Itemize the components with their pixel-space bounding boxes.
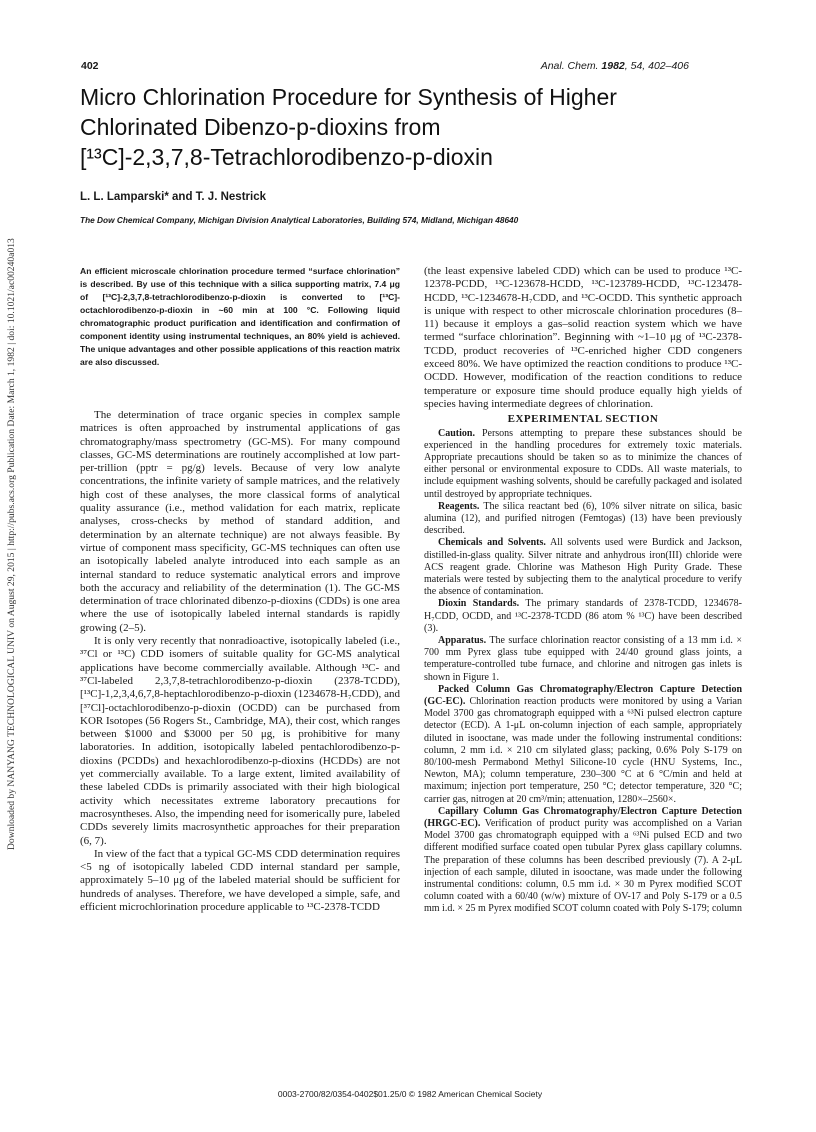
abstract: An efficient microscale chlorination procedure termed “surface chlorination” is described. By use of this technique with a silica supporting matrix, 7.4 μg of [¹³C]-2,3,7,8-tetrachlorodibenzo-p-dioxin is converted to [¹³C]-octachlorodibenzo-p-dioxin in ~60 min at 100 °C. Following liquid chromatographic product purification and identification and confirmation of component identity using instrumental techniques, an 80% yield is achieved. The unique advantages and other possible applications of this reaction matrix are also discussed. — [80, 266, 400, 367]
exp-paragraph: Apparatus. The surface chlorination reactor consisting of a 13 mm i.d. × 700 mm Pyrex glass tube equipped with 24/40 ground glass joints, a temperature-controlled tube furnace, and chlorine and nitrogen gas inlets is shown in Figure 1. — [424, 635, 742, 683]
exp-paragraph: Caution. Persons attempting to prepare these substances should be experienced in the handling procedures for extremely toxic materials. Appropriate precautions should be taken so as to minimize the chances of either personal or environmental exposure to CDDs. All waste materials, to include equipment washing solvents, should be carefully packaged and isolated until destroyed by appropriate techniques. — [424, 427, 742, 500]
download-watermark — [2, 238, 32, 850]
runin-head: Capillary Column Gas Chromatography/Electron Capture Detection (HRGC-EC). — [424, 805, 742, 830]
download-notice: Downloaded by NANYANG TECHNOLOGICAL UNIV on August 29, 2015 | http://pubs.acs.org Publication Date: March 1, 1982 | doi: 10.1021/ac00240a013 — [6, 238, 17, 850]
section-heading: EXPERIMENTAL SECTION — [507, 413, 659, 426]
right-column — [424, 265, 742, 916]
journal-citation: Anal. Chem. 1982, 54, 402–406 — [540, 60, 689, 72]
journal-year: 1982 — [601, 60, 625, 72]
runin-head: Chemicals and Solvents. — [438, 537, 546, 549]
runin-head: Apparatus. — [438, 635, 487, 647]
body-paragraph-2: It is only very recently that nonradioactive, isotopically labeled (i.e., ³⁷Cl or ¹³C) CDD isomers of suitable quality for GC-MS analytical applications have become commercially available. Although ¹³C- and ³⁷Cl-labeled 2,3,7,8-tetrachlorodibenzo-p-dioxin (2378-TCDD), [¹³C]-1,2,3,4,6,7,8-heptachlorodibenzo-p-dioxin (1234678-H₇CDD), and [³⁷Cl]-octachlorodibenzo-p-dioxin (OCDD) can be purchased from KOR Isotopes (56 Rogers St., Cambridge, MA), their cost, which ranges between $1000 and $3000 per 50 μg, is prohibitive for many laboratories. In addition, isotopically labeled pentachlorodibenzo-p-dioxins (PCDDs) and hexachlorodibenzo-p-dioxins (HCDDs) are not yet commercially available. To a large extent, limited availability of these labeled CDDs is primarily associated with their high biological activity which necessitates extreme laboratory precautions for macrosyntheses. Also, the impending need for isomerically pure, labeled CDDs severely limits macrosynthetic approaches for their preparation (6, 7). — [80, 635, 400, 847]
exp-paragraph: Packed Column Gas Chromatography/Electron Capture Detection (GC-EC). Chlorination reaction products were monitored by using a Varian Model 3700 gas chromatograph equipped with a ⁶³Ni pulsed electron capture detector (ECD). A 1-μL on-column injection of each sample, appropriately diluted in isooctane, was made under the following instrumental conditions: column, 2 mm i.d. × 210 cm silylated glass; packing, 0.6% Poly S-179 on 80/100-mesh Permabond Methyl Silicone-10 cycle (HNU Systems, Inc., Newton, MA); column temperature, 230–300 °C at 6 °C/min and held at maximum; injection port temperature, 250 °C; detector temperature, 320 °C; carrier gas, nitrogen at 20 cm³/min; attenuation, 1280×–2560×. — [424, 683, 742, 805]
title-line-1: Micro Chlorination Procedure for Synthesis of Higher — [80, 84, 617, 110]
affiliation: The Dow Chemical Company, Michigan Division Analytical Laboratories, Building 574, Midland, Michigan 48640 — [80, 215, 519, 225]
exp-paragraph: Chemicals and Solvents. All solvents used were Burdick and Jackson, distilled-in-glass quality. Silver nitrate and anhydrous iron(III) chloride were ACS reagent grade. Chlorine was Matheson High Purity Grade. These materials were tested by subjecting them to the analytical procedure to verify the absence of contamination. — [424, 537, 742, 598]
body-paragraph-4: (the least expensive labeled CDD) which can be used to produce ¹³C-12378-PCDD, ¹³C-123678-HCDD, ¹³C-123789-HCDD, ¹³C-123478-HCDD, ¹³C-1234678-H₇CDD, and ¹³C-OCDD. This synthetic approach is unique with respect to other microscale chlorination procedures (8–11) because it employs a gas–solid reaction system which we have termed “surface chlorination”. Beginning with ~1–10 μg of ¹³C-2378-TCDD, product recoveries of ¹³C-enriched higher CDD congeners exceed 80%. We have optimized the reaction conditions to produce ¹³C-OCDD. However, modification of the reaction conditions to reduce temperature or exposure time should produce equally high yields of species having intermediate degrees of chlorination. — [424, 265, 742, 410]
running-header — [81, 60, 741, 74]
runin-head: Packed Column Gas Chromatography/Electron Capture Detection (GC-EC). — [424, 683, 742, 708]
page-number: 402 — [81, 60, 99, 72]
runin-head: Caution. — [438, 427, 475, 439]
copyright-footer: 0003-2700/82/0354-0402$01.25/0 © 1982 American Chemical Society — [277, 1089, 543, 1099]
title-line-3: [¹³C]-2,3,7,8-Tetrachlorodibenzo-p-dioxin — [80, 144, 493, 170]
runin-head: Dioxin Standards. — [438, 598, 520, 610]
experimental-section — [424, 428, 742, 916]
exp-paragraph: Capillary Column Gas Chromatography/Electron Capture Detection (HRGC-EC). Verification of product purity was accomplished on a Varian Model 3700 gas chromatograph equipped with a ⁶³Ni pulsed ECD and two different modified surface coated open tubular Pyrex glass capillary columns. The preparation of these columns has been described previously (7). A 2-μL injection of each sample, diluted in isooctane, was made under the following instrumental conditions: column, 0.5 mm i.d. × 30 m Pyrex modified SCOT column coated with a 60/40 (w/w) mixture of OV-17 and Poly S-179 or a 0.5 mm i.d. × 25 m Pyrex modified SCOT column coated with Poly S-179; column — [424, 805, 742, 915]
title-line-2: Chlorinated Dibenzo-p-dioxins from — [80, 114, 441, 140]
article-title — [80, 82, 760, 172]
body-paragraph-3: In view of the fact that a typical GC-MS CDD determination requires <5 ng of isotopically labeled CDD internal standard per sample, approximately 5–10 μg of the labeled material should be sufficient for hundreds of analyses. Therefore, we have developed a simple, safe, and efficient microchlorination procedure applicable to ¹³C-2378-TCDD — [80, 847, 400, 913]
runin-head: Reagents. — [438, 500, 480, 512]
body-paragraph-1: The determination of trace organic species in complex sample matrices is often approached by instrumental applications of gas chromatography/mass spectrometry (GC-MS). For many compound classes, GC-MS determinations are routinely accomplished at low part-per-trillion (pptr = pg/g) levels. Because of very low analyte concentrations, the infinite variety of sample matrices, and the relatively high cost of these analyses, the more classical forms of analytical quality assurance (i.e., method validation for each matrix, replicate analyses, cross-checks by method of standard addition, and determination by an alternate technique) are not always feasible. By virtue of component mass specificity, GC-MS techniques can often use an isotopically labeled analyte introduced into each sample as an internal standard to reduce systematic analytical errors and improve both the accuracy and reliability of the determination (1). The GC-MS determination of trace chlorinated dibenzo-p-dioxins (CDDs) is one area where the use of isotopically labeled internal standards is rapidly growing (2–5). — [80, 409, 400, 634]
left-column — [80, 265, 400, 914]
exp-paragraph: Dioxin Standards. The primary standards of 2378-TCDD, 1234678-H₇CDD, OCDD, and ¹³C-2378-TCDD (86 atom % ¹³C) have been described (3). — [424, 598, 742, 634]
exp-paragraph: Reagents. The silica reactant bed (6), 10% silver nitrate on silica, basic alumina (12), and purified nitrogen (Femtogas) (13) have been previously described. — [424, 500, 742, 537]
authors: L. L. Lamparski* and T. J. Nestrick — [80, 191, 266, 203]
